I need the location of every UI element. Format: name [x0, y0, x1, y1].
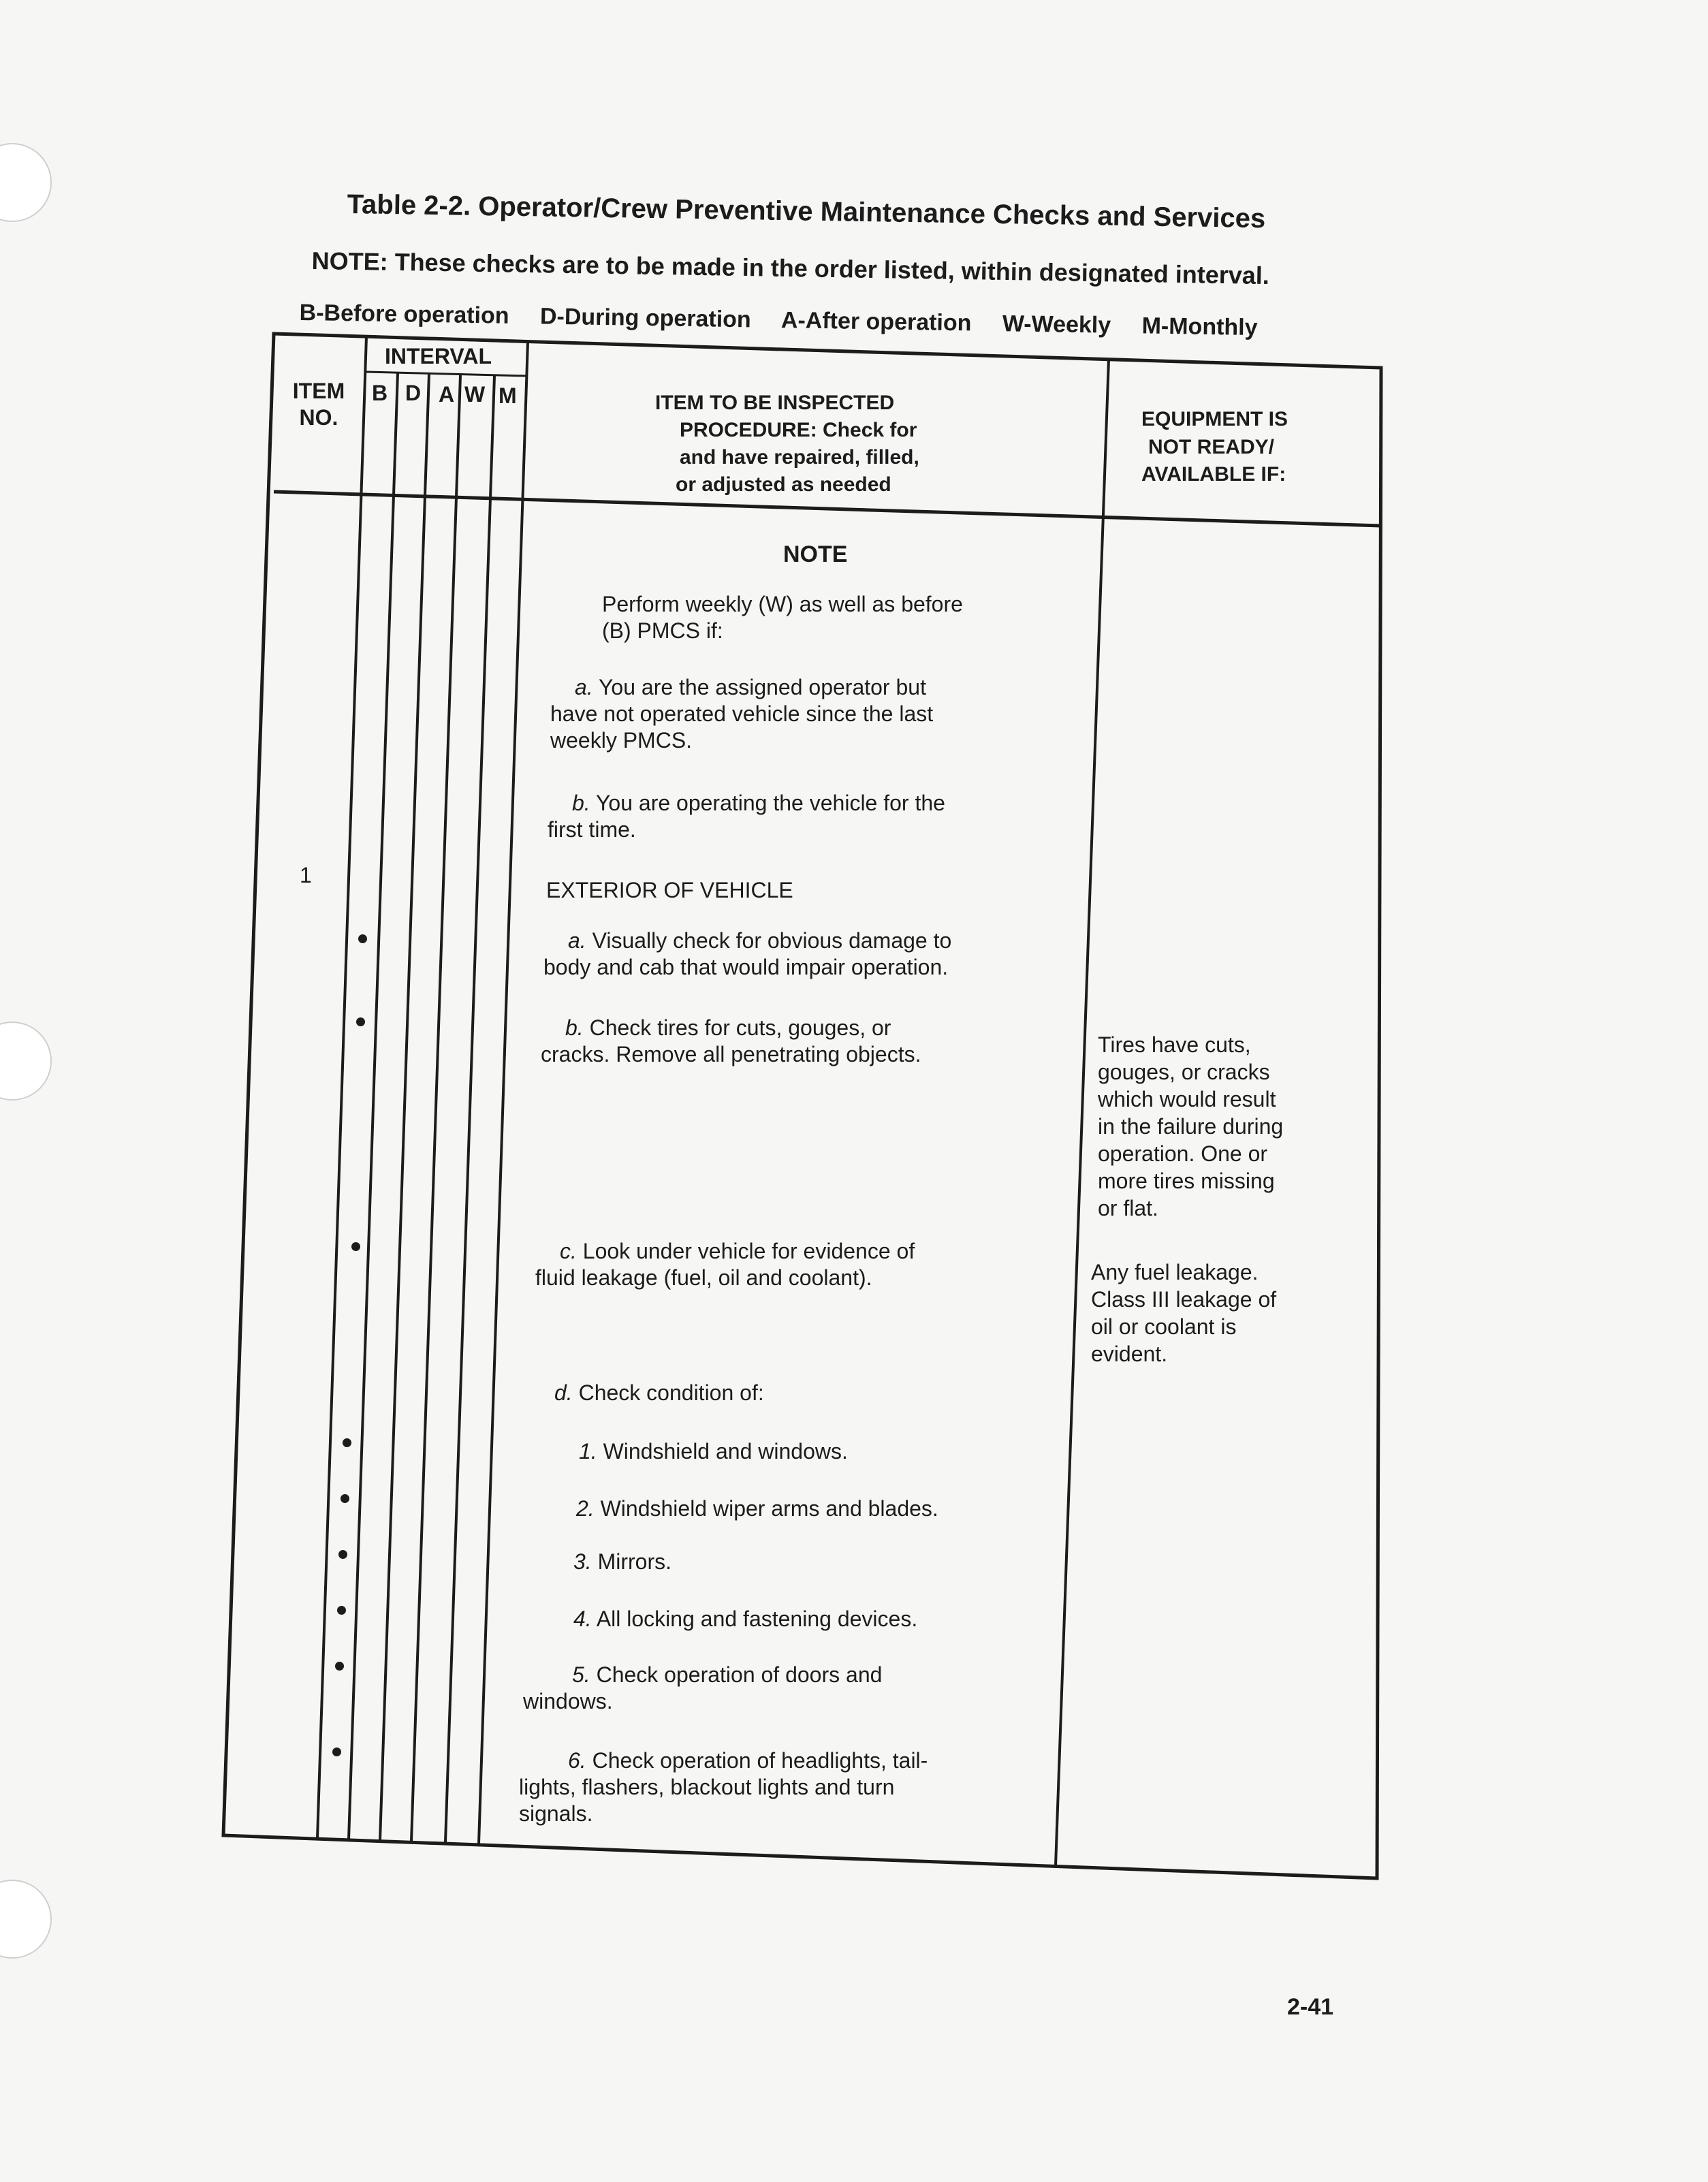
substep-6-label: 6. — [568, 1748, 586, 1773]
interval-note: NOTE: These checks are to be made in the order listed, within designated interval. — [311, 247, 1270, 290]
note-a-label: a. — [575, 675, 593, 699]
divider-d-a — [380, 374, 429, 1840]
interval-mark-b — [356, 1017, 365, 1026]
legend-after: A-After operation — [780, 307, 972, 336]
interval-code-m: M — [499, 383, 517, 408]
step-c-label: c. — [560, 1239, 577, 1263]
not-ready-tires-line5: operation. One or — [1098, 1141, 1268, 1166]
note-heading: NOTE — [783, 541, 848, 567]
procedure-header-line2: PROCEDURE: Check for — [680, 418, 917, 441]
substep-3 — [573, 1549, 671, 1575]
interval-mark-sub3 — [338, 1550, 347, 1559]
interval-code-a: A — [439, 382, 455, 407]
not-ready-tires-line1: Tires have cuts, — [1098, 1032, 1251, 1057]
step-d-label: d. — [554, 1380, 573, 1405]
substep-6-line2: lights, flashers, blackout lights and turn — [519, 1775, 895, 1800]
substep-3-label: 3. — [573, 1549, 592, 1574]
substep-5-line2: windows. — [523, 1689, 613, 1714]
equipment-header-line1: EQUIPMENT IS — [1141, 408, 1288, 430]
not-ready-tires-line3: which would result — [1098, 1087, 1276, 1111]
not-ready-leak-line2: Class III leakage of — [1091, 1287, 1277, 1312]
col-header-item-no: ITEM NO. — [292, 379, 345, 430]
step-a-line1: Visually check for obvious damage to — [592, 928, 952, 953]
step-c-line1: Look under vehicle for evidence of — [582, 1239, 915, 1263]
note-b-label: b. — [572, 791, 590, 815]
legend-weekly: W-Weekly — [1002, 311, 1111, 338]
substep-4 — [573, 1606, 917, 1632]
step-a-label: a. — [568, 928, 586, 953]
interval-mark-sub2 — [341, 1494, 349, 1503]
substep-6-line1: Check operation of headlights, tail- — [592, 1748, 928, 1773]
substep-1-text: Windshield and windows. — [603, 1439, 848, 1464]
divider-b-d — [349, 373, 398, 1839]
procedure-header-line1: ITEM TO BE INSPECTED — [655, 392, 895, 414]
substep-4-label: 4. — [573, 1607, 592, 1631]
not-ready-tires-line2: gouges, or cracks — [1098, 1060, 1270, 1084]
interval-mark-a — [358, 934, 367, 943]
page-number: 2-41 — [1287, 1994, 1334, 2020]
note-a-line3: weekly PMCS. — [550, 728, 693, 753]
substep-3-text: Mirrors. — [597, 1549, 671, 1574]
col-header-procedure — [655, 390, 919, 499]
substep-4-text: All locking and fastening devices. — [596, 1607, 918, 1631]
step-b-line2: cracks. Remove all penetrating objects. — [541, 1042, 921, 1067]
note-a-line1: You are the assigned operator but — [599, 675, 926, 699]
col-header-interval: INTERVAL — [385, 344, 492, 368]
substep-2-text: Windshield wiper arms and blades. — [600, 1496, 938, 1521]
step-a-line2: body and cab that would impair operation. — [543, 955, 949, 980]
note-b-line1: You are operating the vehicle for the — [596, 791, 945, 815]
interval-code-w: W — [464, 382, 486, 407]
col-header-equipment — [1141, 406, 1288, 489]
item-number: 1 — [300, 863, 312, 887]
interval-mark-sub4 — [337, 1606, 346, 1615]
interval-mark-sub6 — [332, 1748, 341, 1756]
note-item-a — [550, 674, 933, 754]
note-intro-line2: (B) PMCS if: — [602, 618, 723, 644]
equipment-header-line3: AVAILABLE IF: — [1141, 463, 1286, 486]
step-a — [543, 928, 951, 981]
not-ready-leak-line4: evident. — [1091, 1342, 1168, 1366]
substep-5-label: 5. — [572, 1662, 590, 1687]
interval-mark-sub5 — [335, 1662, 344, 1671]
substep-5-line1: Check operation of doors and — [596, 1662, 883, 1687]
page-title: Table 2-2. Operator/Crew Preventive Maintenance Checks and Services — [347, 189, 1266, 234]
interval-label-rule — [366, 372, 528, 376]
step-c — [535, 1238, 915, 1291]
note-a-line2: have not operated vehicle since the last — [550, 701, 934, 727]
note-intro — [602, 591, 963, 644]
substep-6-line3: signals. — [519, 1801, 593, 1827]
note-intro-line1: Perform weekly (W) as well as before — [602, 592, 963, 616]
not-ready-leak-line3: oil or coolant is — [1091, 1314, 1237, 1339]
item-heading: EXTERIOR OF VEHICLE — [546, 878, 793, 902]
legend-monthly: M-Monthly — [1141, 313, 1258, 341]
interval-code-d: D — [405, 381, 422, 405]
legend-during: D-During operation — [539, 303, 752, 333]
substep-1-label: 1. — [579, 1439, 597, 1464]
not-ready-leakage — [1091, 1259, 1276, 1367]
not-ready-tires-line6: more tires missing — [1098, 1169, 1275, 1193]
not-ready-tires-line4: in the failure during — [1098, 1114, 1284, 1139]
interval-code-b: B — [372, 381, 388, 405]
procedure-header-line4: or adjusted as needed — [676, 473, 891, 496]
legend-before: B-Before operation — [299, 300, 509, 329]
step-d — [554, 1380, 764, 1406]
step-b — [541, 1015, 921, 1068]
step-d-line1: Check condition of: — [578, 1380, 764, 1405]
note-item-b — [548, 790, 945, 843]
substep-6 — [519, 1748, 928, 1827]
divider-interval-procedure — [479, 342, 528, 1844]
step-c-line2: fluid leakage (fuel, oil and coolant). — [535, 1265, 872, 1291]
step-b-line1: Check tires for cuts, gouges, or — [589, 1015, 891, 1040]
note-b-line2: first time. — [548, 817, 636, 842]
interval-mark-c — [351, 1242, 360, 1251]
not-ready-leak-line1: Any fuel leakage. — [1091, 1260, 1259, 1284]
procedure-header-line3: and have repaired, filled, — [680, 445, 919, 469]
not-ready-tires-line7: or flat. — [1098, 1196, 1158, 1220]
substep-2 — [576, 1496, 938, 1522]
substep-1 — [579, 1438, 848, 1465]
equipment-header-line2: NOT READY/ — [1148, 435, 1275, 458]
substep-2-label: 2. — [576, 1496, 595, 1521]
substep-5 — [523, 1662, 882, 1715]
step-b-label: b. — [565, 1015, 584, 1040]
not-ready-tires — [1098, 1031, 1283, 1222]
interval-mark-sub1 — [343, 1438, 351, 1447]
